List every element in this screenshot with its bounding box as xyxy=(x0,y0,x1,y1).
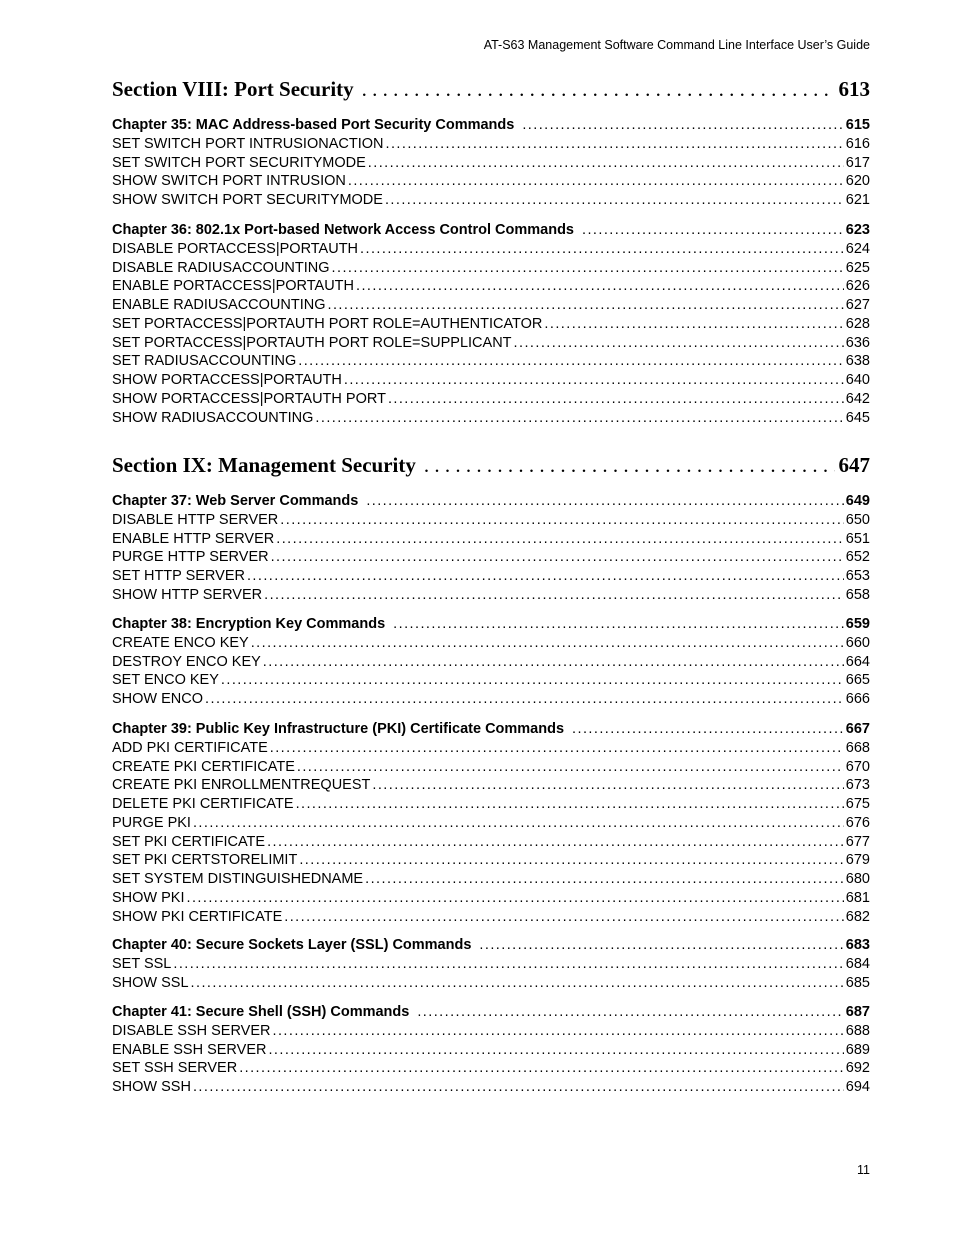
chapter-title: Chapter 39: Public Key Infrastructure (PKI) Certificate Commands xyxy=(112,721,565,737)
toc-entry[interactable] xyxy=(112,191,870,210)
chapter-heading[interactable] xyxy=(112,221,870,240)
chapter-page-number: 683 xyxy=(845,937,870,953)
entry-title: DISABLE PORTACCESS|PORTAUTH xyxy=(112,240,359,257)
toc-entry[interactable] xyxy=(112,586,870,605)
entry-page-number: 640 xyxy=(845,372,870,388)
dot-leader xyxy=(344,371,844,390)
entry-title: PURGE PKI xyxy=(112,814,191,831)
toc-entry[interactable] xyxy=(112,172,870,191)
toc-entry[interactable] xyxy=(112,277,870,296)
toc-entry[interactable] xyxy=(112,634,870,653)
chapter-block xyxy=(112,221,870,427)
entry-title: DISABLE HTTP SERVER xyxy=(112,511,279,528)
dot-leader xyxy=(522,116,843,135)
entry-page-number: 628 xyxy=(845,315,870,332)
entry-title: SET SSH SERVER xyxy=(112,1060,238,1077)
toc-entry[interactable] xyxy=(112,1059,870,1078)
entry-page-number: 645 xyxy=(845,409,870,426)
chapter-heading[interactable] xyxy=(112,116,870,135)
entry-title: CREATE ENCO KEY xyxy=(112,634,249,651)
toc-entry[interactable] xyxy=(112,870,870,889)
chapter-block xyxy=(112,936,870,992)
dot-leader xyxy=(372,776,843,795)
entry-page-number: 636 xyxy=(845,334,870,351)
dot-leader xyxy=(386,135,844,154)
toc-entry[interactable] xyxy=(112,511,870,530)
entry-page-number: 625 xyxy=(845,259,870,276)
toc-entry[interactable] xyxy=(112,955,870,974)
entry-title: SHOW SSL xyxy=(112,974,189,991)
dot-leader xyxy=(360,240,844,259)
section-heading[interactable] xyxy=(112,77,870,102)
entry-title: SHOW SWITCH PORT INTRUSION xyxy=(112,173,346,190)
dot-leader xyxy=(205,690,844,709)
toc-entry[interactable] xyxy=(112,352,870,371)
entry-page-number: 684 xyxy=(845,955,870,972)
entry-title: SET RADIUSACCOUNTING xyxy=(112,353,297,370)
dot-leader xyxy=(284,908,844,927)
chapter-page-number: 659 xyxy=(845,616,870,632)
entry-title: SET SSL xyxy=(112,955,172,972)
entry-title: SET PKI CERTIFICATE xyxy=(112,833,266,850)
toc-entry[interactable] xyxy=(112,240,870,259)
dot-leader xyxy=(280,511,844,530)
toc-entry[interactable] xyxy=(112,296,870,315)
dot-leader xyxy=(191,974,844,993)
dot-leader xyxy=(385,191,844,210)
section-page-number: 613 xyxy=(838,77,870,101)
entry-title: ENABLE SSH SERVER xyxy=(112,1041,267,1058)
entry-page-number: 682 xyxy=(845,908,870,925)
entry-title: SET PORTACCESS|PORTAUTH PORT ROLE=AUTHENTICATOR xyxy=(112,315,543,332)
dot-leader xyxy=(315,409,843,428)
entry-title: SHOW SWITCH PORT SECURITYMODE xyxy=(112,192,383,208)
dot-leader xyxy=(479,936,843,955)
dot-leader xyxy=(276,530,844,549)
running-header: AT-S63 Management Software Command Line Interface User’s Guide xyxy=(483,38,870,52)
entry-title: SHOW SSH xyxy=(112,1079,191,1095)
toc-entry[interactable] xyxy=(112,315,870,334)
entry-title: PURGE HTTP SERVER xyxy=(112,549,269,566)
dot-leader xyxy=(173,955,843,974)
toc-entry[interactable] xyxy=(112,567,870,586)
dot-leader xyxy=(362,77,835,102)
dot-leader xyxy=(221,671,844,690)
chapter-title: Chapter 36: 802.1x Port-based Network Access Control Commands xyxy=(112,222,574,238)
entry-page-number: 675 xyxy=(845,796,870,812)
entry-title: SHOW PORTACCESS|PORTAUTH PORT xyxy=(112,390,386,407)
toc-entry[interactable] xyxy=(112,409,870,428)
dot-leader xyxy=(193,814,844,833)
entry-page-number: 673 xyxy=(845,777,870,794)
toc-entry[interactable] xyxy=(112,653,870,672)
chapter-block xyxy=(112,720,870,926)
toc-entry[interactable] xyxy=(112,530,870,549)
chapter-heading[interactable] xyxy=(112,936,870,955)
toc-entry[interactable] xyxy=(112,371,870,390)
toc-entry[interactable] xyxy=(112,1022,870,1041)
entry-page-number: 676 xyxy=(845,814,870,831)
entry-title: ADD PKI CERTIFICATE xyxy=(112,739,268,756)
entry-page-number: 620 xyxy=(845,173,870,190)
toc-entry[interactable] xyxy=(112,334,870,353)
dot-leader xyxy=(270,739,844,758)
dot-leader xyxy=(268,1041,843,1060)
entry-title: SET ENCO KEY xyxy=(112,672,219,689)
dot-leader xyxy=(298,352,844,371)
entry-title: DISABLE RADIUSACCOUNTING xyxy=(112,259,330,276)
entry-page-number: 617 xyxy=(845,154,870,171)
dot-leader xyxy=(388,390,844,409)
dot-leader xyxy=(393,615,844,634)
dot-leader xyxy=(328,296,844,315)
toc-entry[interactable] xyxy=(112,154,870,173)
chapter-block xyxy=(112,615,870,709)
chapter-page-number: 667 xyxy=(845,721,870,737)
entry-page-number: 626 xyxy=(845,278,870,295)
entry-title: SHOW ENCO xyxy=(112,691,204,707)
toc-entry[interactable] xyxy=(112,776,870,795)
entry-title: ENABLE PORTACCESS|PORTAUTH xyxy=(112,278,354,295)
entry-title: DELETE PKI CERTIFICATE xyxy=(112,796,294,812)
toc-entry[interactable] xyxy=(112,739,870,758)
chapter-page-number: 649 xyxy=(845,493,870,509)
dot-leader xyxy=(348,172,844,191)
dot-leader xyxy=(251,634,844,653)
dot-leader xyxy=(572,720,844,739)
toc-entry[interactable] xyxy=(112,758,870,777)
dot-leader xyxy=(193,1078,844,1097)
dot-leader xyxy=(356,277,844,296)
entry-page-number: 688 xyxy=(845,1022,870,1039)
chapter-title: Chapter 40: Secure Sockets Layer (SSL) Commands xyxy=(112,937,472,953)
entry-title: SHOW PORTACCESS|PORTAUTH xyxy=(112,372,342,388)
entry-title: SET PKI CERTSTORELIMIT xyxy=(112,852,298,869)
dot-leader xyxy=(544,315,843,334)
toc-entry[interactable] xyxy=(112,833,870,852)
chapter-block xyxy=(112,492,870,605)
toc-entry[interactable] xyxy=(112,814,870,833)
dot-leader xyxy=(299,851,843,870)
chapter-heading[interactable] xyxy=(112,1003,870,1022)
entry-page-number: 624 xyxy=(845,240,870,257)
toc-entry[interactable] xyxy=(112,259,870,278)
chapter-title: Chapter 38: Encryption Key Commands xyxy=(112,616,386,632)
entry-page-number: 668 xyxy=(845,739,870,756)
entry-page-number: 660 xyxy=(845,634,870,651)
entry-title: CREATE PKI CERTIFICATE xyxy=(112,758,295,775)
entry-page-number: 680 xyxy=(845,871,870,887)
entry-title: SHOW PKI CERTIFICATE xyxy=(112,908,283,925)
chapter-block xyxy=(112,116,870,210)
toc-entry[interactable] xyxy=(112,548,870,567)
dot-leader xyxy=(582,221,844,240)
page-number: 11 xyxy=(857,1163,870,1177)
entry-page-number: 670 xyxy=(845,758,870,775)
entry-title: SET SWITCH PORT INTRUSIONACTION xyxy=(112,135,384,152)
entry-page-number: 665 xyxy=(845,672,870,689)
entry-page-number: 650 xyxy=(845,511,870,528)
toc-entry[interactable] xyxy=(112,1078,870,1097)
entry-title: SHOW RADIUSACCOUNTING xyxy=(112,409,314,426)
entry-page-number: 651 xyxy=(845,530,870,547)
section-title: Section VIII: Port Security xyxy=(112,77,354,101)
entry-title: ENABLE HTTP SERVER xyxy=(112,530,275,547)
toc-entry[interactable] xyxy=(112,974,870,993)
dot-leader xyxy=(514,334,844,353)
dot-leader xyxy=(296,795,844,814)
entry-title: SET SYSTEM DISTINGUISHEDNAME xyxy=(112,871,364,887)
chapter-title: Chapter 37: Web Server Commands xyxy=(112,493,359,509)
section-page-number: 647 xyxy=(838,453,870,477)
dot-leader xyxy=(365,870,844,889)
entry-page-number: 685 xyxy=(845,974,870,991)
chapter-title: Chapter 41: Secure Shell (SSH) Commands xyxy=(112,1004,410,1020)
entry-page-number: 681 xyxy=(845,889,870,906)
entry-page-number: 689 xyxy=(845,1041,870,1058)
entry-page-number: 653 xyxy=(845,568,870,584)
entry-page-number: 627 xyxy=(845,297,870,313)
entry-title: SHOW PKI xyxy=(112,889,185,906)
dot-leader xyxy=(264,586,844,605)
chapter-title: Chapter 35: MAC Address-based Port Security Commands xyxy=(112,117,515,133)
entry-title: CREATE PKI ENROLLMENTREQUEST xyxy=(112,777,371,794)
dot-leader xyxy=(263,653,844,672)
toc-entry[interactable] xyxy=(112,795,870,814)
toc-entry[interactable] xyxy=(112,851,870,870)
entry-page-number: 658 xyxy=(845,586,870,603)
dot-leader xyxy=(273,1022,844,1041)
entry-title: SHOW HTTP SERVER xyxy=(112,586,263,603)
dot-leader xyxy=(332,259,844,278)
entry-page-number: 679 xyxy=(845,852,870,869)
chapter-block xyxy=(112,1003,870,1097)
entry-page-number: 616 xyxy=(845,135,870,152)
entry-title: ENABLE RADIUSACCOUNTING xyxy=(112,297,326,313)
chapter-heading[interactable] xyxy=(112,615,870,634)
entry-page-number: 666 xyxy=(845,691,870,707)
entry-title: DESTROY ENCO KEY xyxy=(112,653,261,670)
dot-leader xyxy=(297,758,844,777)
toc-entry[interactable] xyxy=(112,135,870,154)
chapter-heading[interactable] xyxy=(112,720,870,739)
section-heading[interactable] xyxy=(112,453,870,478)
dot-leader xyxy=(271,548,844,567)
toc-entry[interactable] xyxy=(112,908,870,927)
entry-title: SET SWITCH PORT SECURITYMODE xyxy=(112,154,366,171)
toc-entry[interactable] xyxy=(112,671,870,690)
dot-leader xyxy=(424,453,835,478)
entry-page-number: 642 xyxy=(845,390,870,407)
chapter-page-number: 623 xyxy=(845,222,870,238)
toc-entry[interactable] xyxy=(112,690,870,709)
toc-entry[interactable] xyxy=(112,390,870,409)
entry-page-number: 694 xyxy=(845,1079,870,1095)
section-title: Section IX: Management Security xyxy=(112,453,416,477)
dot-leader xyxy=(267,833,844,852)
chapter-page-number: 687 xyxy=(845,1004,870,1020)
entry-page-number: 664 xyxy=(845,653,870,670)
entry-title: SET PORTACCESS|PORTAUTH PORT ROLE=SUPPLICANT xyxy=(112,334,512,351)
chapter-heading[interactable] xyxy=(112,492,870,511)
dot-leader xyxy=(239,1059,844,1078)
dot-leader xyxy=(368,154,844,173)
entry-title: DISABLE SSH SERVER xyxy=(112,1022,271,1039)
chapter-page-number: 615 xyxy=(845,117,870,133)
toc-entry[interactable] xyxy=(112,1041,870,1060)
dot-leader xyxy=(187,889,844,908)
dot-leader xyxy=(247,567,844,586)
entry-page-number: 692 xyxy=(845,1060,870,1077)
dot-leader xyxy=(417,1003,843,1022)
entry-page-number: 621 xyxy=(845,192,870,208)
entry-page-number: 652 xyxy=(845,549,870,566)
entry-page-number: 677 xyxy=(845,833,870,850)
dot-leader xyxy=(366,492,843,511)
entry-title: SET HTTP SERVER xyxy=(112,568,245,584)
toc-entry[interactable] xyxy=(112,889,870,908)
entry-page-number: 638 xyxy=(845,353,870,370)
